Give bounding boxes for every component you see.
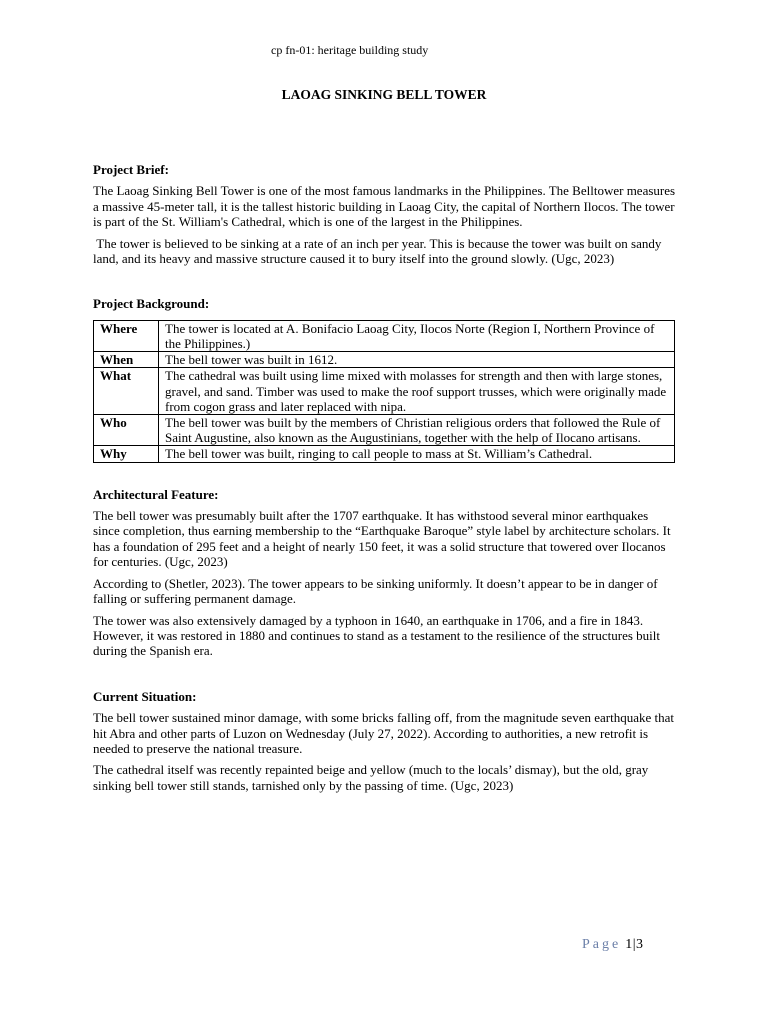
situation-paragraph-1: The bell tower sustained minor damage, with some bricks falling off, from the magnitude seven earthquake that hit Abra and other parts of Luzon on Wednesday (July 27, 2022). According to authorities, a new retrofit is needed to preserve the national treasure. — [93, 710, 674, 756]
project-background-heading: Project Background: — [93, 296, 210, 312]
table-row — [94, 446, 675, 462]
situation-paragraph-2: The cathedral itself was recently repainted beige and yellow (much to the locals’ dismay), but the old, gray sinking bell tower still stands, tarnished only by the passing of time. (Ugc, 2023) — [93, 762, 649, 793]
table-row — [94, 415, 675, 446]
table-value-cell: The bell tower was built in 1612. — [159, 352, 675, 368]
architectural-feature-heading: Architectural Feature: — [93, 486, 219, 502]
page-header: cp fn-01: heritage building study — [271, 43, 429, 57]
table-key-cell: Why — [94, 446, 159, 462]
table-key-cell: What — [94, 368, 159, 415]
page-number-footer — [582, 937, 644, 953]
table-row — [94, 320, 675, 351]
table-value-cell: The tower is located at A. Bonifacio Laoag City, Ilocos Norte (Region I, Northern Province of the Philippines.) — [159, 320, 675, 351]
page-current: 1 — [625, 937, 633, 952]
document-title: LAOAG SINKING BELL TOWER — [281, 87, 487, 102]
table-key-cell: When — [94, 352, 159, 368]
project-brief-paragraph-2: The tower is believed to be sinking at a rate of an inch per year. This is because the tower was built on sandy land, and its heavy and massive structure caused it to bury itself into the ground slowly. (Ugc, 2023) — [93, 235, 665, 267]
architecture-paragraph-2: According to (Shetler, 2023). The tower appears to be sinking uniformly. It doesn’t appear to be in danger of falling or suffering permanent damage. — [93, 575, 658, 607]
project-brief-paragraph-1: The Laoag Sinking Bell Tower is one of the most famous landmarks in the Philippines. The Belltower measures a massive 45-meter tall, it is the tallest historic building in Laoag City, the capital of Northern Ilocos. The tower is part of the St. William's Cathedral, which is one of the largest in the Philippines. — [93, 183, 676, 230]
table-value-cell: The bell tower was built by the members of Christian religious orders that followed the Rule of Saint Augustine, also known as the Augustinians, together with the help of Ilocano artisans. — [159, 415, 675, 446]
table-value-cell: The cathedral was built using lime mixed with molasses for strength and then with large stones, gravel, and sand. Timber was used to make the roof support trusses, which were originally made from cogon grass and later replaced with nipa. — [159, 368, 675, 415]
table-key-cell: Where — [94, 320, 159, 351]
background-table — [93, 320, 675, 463]
current-situation-heading: Current Situation: — [93, 688, 197, 704]
architecture-paragraph-1: The bell tower was presumably built after the 1707 earthquake. It has withstood several minor earthquakes since completion, thus earning membership to the “Earthquake Baroque” style label by architecture scholars. It has a foundation of 295 feet and a height of nearly 150 feet, it was a solid structure that towered over Ilocanos for centuries. (Ugc, 2023) — [93, 508, 671, 570]
table-value-cell: The bell tower was built, ringing to call people to mass at St. William’s Cathedral. — [159, 446, 675, 462]
architecture-paragraph-3: The tower was also extensively damaged by a typhoon in 1640, an earthquake in 1706, and a fire in 1843. However, it was restored in 1880 and continues to stand as a testament to the resilience of the structures built during the Spanish era. — [93, 612, 660, 659]
project-brief-heading: Project Brief: — [93, 162, 169, 177]
page-total: 3 — [636, 937, 644, 952]
table-row — [94, 368, 675, 415]
table-row — [94, 352, 675, 368]
document-body — [93, 162, 678, 793]
page-label: Page — [582, 937, 622, 952]
page-separator: | — [632, 937, 637, 952]
table-key-cell: Who — [94, 415, 159, 446]
